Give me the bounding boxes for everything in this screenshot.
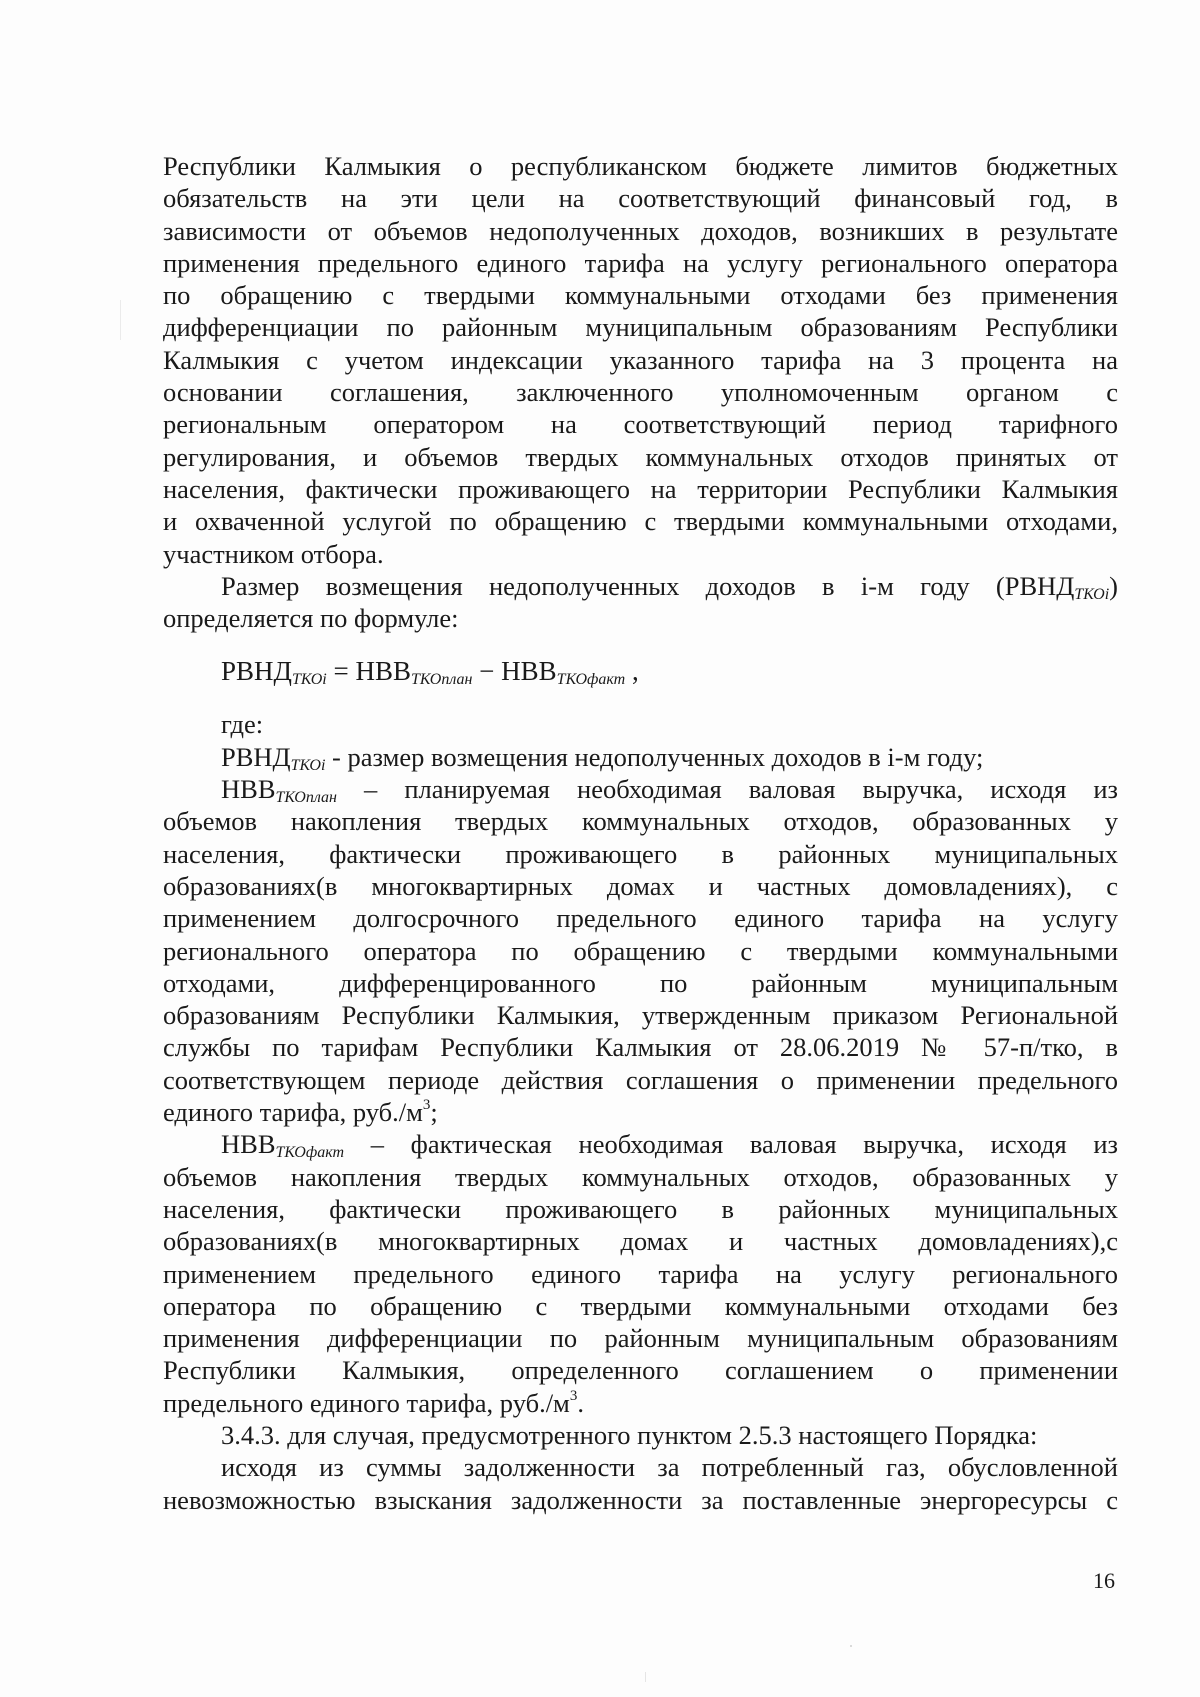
text-line: региональным оператором на соответствующий период тарифного — [163, 409, 1118, 440]
definition-nvv-fakt — [163, 1128, 1118, 1419]
line-text: Размер возмещения недополученных доходов в i-м году (РВНД — [221, 570, 1075, 601]
formula-term2-sub: ТКОфакт — [556, 671, 626, 689]
text-line: применением предельного единого тарифа на услугу регионального — [163, 1258, 1118, 1289]
text-line: населения, фактически проживающего на территории Республики Калмыкия — [163, 473, 1118, 504]
def-text: – планируемая необходимая валовая выручка, исходя из — [336, 774, 1118, 805]
formula-eq: = НВВ — [326, 656, 411, 687]
subscript: ТКОi — [1074, 585, 1110, 603]
text-line: зависимости от объемов недополученных доходов, возникших в результате — [163, 215, 1118, 246]
text-line: образованиям Республики Калмыкия, утвержденным приказом Региональной — [163, 1000, 1118, 1031]
line-end: . — [577, 1387, 584, 1418]
def-term-sub: ТКОi — [290, 756, 326, 774]
text-line — [163, 570, 1118, 602]
def-term: РВНД — [221, 741, 291, 772]
paragraph-compensation-size — [163, 570, 1118, 635]
body-text — [163, 150, 1118, 1516]
scan-mark — [645, 1672, 646, 1682]
text-line: применения предельного единого тарифа на услугу регионального оператора — [163, 247, 1118, 278]
text-line: применением долгосрочного предельного единого тарифа на услугу — [163, 903, 1118, 934]
unit-text: единого тарифа, руб./м — [163, 1097, 423, 1128]
text-line: объемов накопления твердых коммунальных отходов, образованных у — [163, 806, 1118, 837]
text-line: исходя из суммы задолженности за потребленный газ, обусловленной — [221, 1452, 1118, 1483]
text-line — [163, 1096, 1118, 1128]
definition-nvv-plan — [163, 773, 1118, 1128]
paragraph-budget — [163, 150, 1118, 570]
text-line: по обращению с твердыми коммунальными отходами без применения — [163, 280, 1118, 311]
superscript: 3 — [569, 1387, 578, 1404]
def-text: - размер возмещения недополученных доходов в i-м году; — [325, 741, 984, 772]
def-term: НВВ — [221, 774, 276, 805]
text-line: объемов накопления твердых коммунальных отходов, образованных у — [163, 1161, 1118, 1192]
text-line — [163, 773, 1118, 805]
text-line: регулирования, и объемов твердых коммунальных отходов принятых от — [163, 441, 1118, 472]
scan-mark — [120, 300, 121, 340]
text-line: регионального оператора по обращению с твердыми коммунальными — [163, 935, 1118, 966]
text-line: Республики Калмыкия о республиканском бюджете лимитов бюджетных — [163, 151, 1118, 181]
formula — [163, 648, 1118, 694]
formula-tail: , — [625, 656, 639, 687]
superscript: 3 — [422, 1097, 431, 1114]
text-line: и охваченной услугой по обращению с твердыми коммунальными отходами, — [163, 506, 1118, 537]
text-line: применения дифференциации по районным муниципальным образованиям — [163, 1323, 1118, 1354]
formula-term1-sub: ТКОплан — [410, 671, 473, 689]
formula-lhs-sub: ТКОi — [291, 671, 327, 689]
text-line: дифференциации по районным муниципальным образованиям Республики — [163, 312, 1118, 343]
text-line: определяется по формуле: — [163, 603, 459, 634]
def-text: – фактическая необходимая валовая выручка, исходя из — [344, 1129, 1118, 1160]
def-term: НВВ — [221, 1129, 276, 1160]
text-line: населения, фактически проживающего в районных муниципальных — [163, 1193, 1118, 1224]
formula-lhs: РВНД — [221, 656, 292, 687]
close-paren: ) — [1109, 570, 1118, 601]
definition-rvnd — [163, 741, 1118, 773]
text-line: образованиях(в многоквартирных домах и частных домовладениях),с — [163, 1226, 1118, 1257]
text-line: соответствующем периоде действия соглашения о применении предельного — [163, 1064, 1118, 1095]
text-line: Калмыкия с учетом индексации указанного тарифа на 3 процента на — [163, 344, 1118, 375]
paragraph-gas-debt — [163, 1451, 1118, 1516]
formula-minus: − НВВ — [472, 656, 557, 687]
text-line: участником отбора. — [163, 538, 384, 569]
text-line — [163, 1128, 1118, 1160]
text-line: невозможностью взыскания задолженности за поставленные энергоресурсы с — [163, 1484, 1118, 1515]
def-term-sub: ТКОплан — [275, 789, 337, 807]
text-line — [163, 1387, 1118, 1419]
clause-heading: 3.4.3. для случая, предусмотренного пунктом 2.5.3 настоящего Порядка: — [221, 1419, 1038, 1450]
page-number: 16 — [1093, 1568, 1115, 1593]
text-line: обязательств на эти цели на соответствующий финансовый год, в — [163, 183, 1118, 214]
where-label: где: — [221, 709, 264, 740]
def-term-sub: ТКОфакт — [275, 1144, 345, 1162]
text-line: Республики Калмыкия, определенного соглашением о применении — [163, 1355, 1118, 1386]
text-line: образованиях(в многоквартирных домах и частных домовладениях), с — [163, 870, 1118, 901]
text-line: отходами, дифференцированного по районным муниципальным — [163, 967, 1118, 998]
unit-text: предельного единого тарифа, руб./м — [163, 1387, 570, 1418]
scan-mark — [850, 1645, 852, 1647]
text-line: населения, фактически проживающего в районных муниципальных — [163, 838, 1118, 869]
text-line: оператора по обращению с твердыми коммунальными отходами без — [163, 1290, 1118, 1321]
text-line: службы по тарифам Республики Калмыкия от 28.06.2019 № 57-п/тко, в — [163, 1032, 1118, 1063]
text-line: основании соглашения, заключенного уполномоченным органом с — [163, 377, 1118, 408]
line-end: ; — [430, 1097, 438, 1128]
